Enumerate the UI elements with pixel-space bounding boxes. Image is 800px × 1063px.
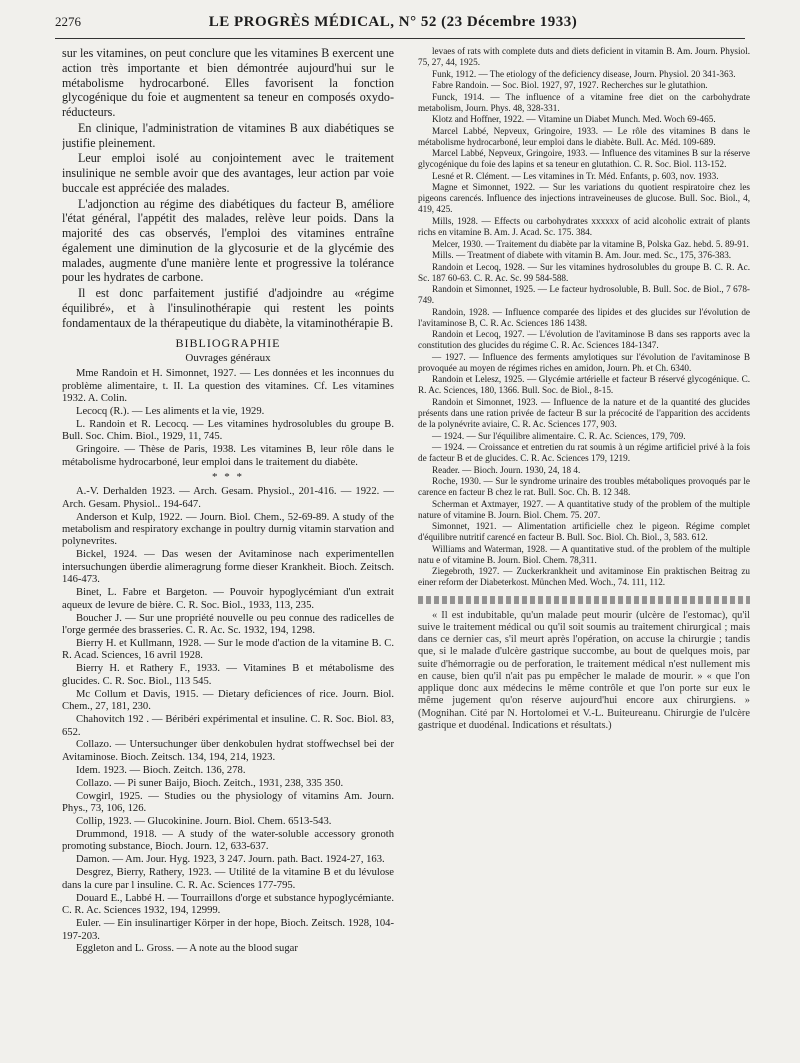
reference-entry: — 1924. — Croissance et entretien du rat soumis à un régime artificiel privé à la fois de facteur B et de glucides. C. R. Ac. Sciences 179, 1219. [418, 442, 750, 464]
reference-list-continued [418, 46, 750, 589]
reference-entry: Klotz and Hoffner, 1922. — Vitamine un Diabet Munch. Med. Woch 69-465. [432, 114, 716, 125]
reference-entry: Desgrez, Bierry, Rathery, 1923. — Utilité de la vitamine B et du lévulose dans la cure par l insuline. C. R. Ac. Sciences 177-795. [62, 867, 394, 891]
section-stars: * * * [212, 471, 244, 484]
reference-entry: Marcel Labbé, Nepveux, Gringoire, 1933. — Le rôle des vitamines B dans le métabolisme hydrocarboné, leur emploi dans le diabète. Bull. Ac. Méd. 109-689. [418, 125, 750, 147]
reference-entry: Roche, 1930. — Sur le syndrome urinaire des troubles métaboliques provoqués par le carence en facteur B chez le rat. Bull. Soc. Ch. B. 12 348. [418, 476, 750, 498]
reference-entry: Mills. — Treatment of diabete with vitamin B. Am. Jour. med. Sc., 175, 376-383. [432, 250, 732, 261]
reference-entry: Ziegebroth, 1927. — Zuckerkrankheit und avitaminose Ein praktischen Beitrag zu einer reform der Diabeterkost. München Med. Woch., 74. 111, 112. [418, 566, 750, 588]
reference-entry: Lecocq (R.). — Les aliments et la vie, 1929. [76, 406, 265, 418]
reference-entry: Boucher J. — Sur une propriété nouvelle ou peu connue des radicelles de l'orge germée des brasseries. C. R. Ac. Sc. 1932, 194, 1298. [62, 612, 394, 636]
journal-title: LE PROGRÈS MÉDICAL, N° 52 (23 Décembre 1933) [208, 14, 578, 30]
reference-entry: Binet, L. Fabre et Bargeton. — Pouvoir hypoglycémiant d'un extrait aqueux de levure de bière. C. R. Soc. Biol., 1933, 113, 235. [62, 587, 394, 611]
reference-entry: A.-V. Derhalden 1923. — Arch. Gesam. Physiol., 201-416. — 1922. — Arch. Gesam. Physiol.. 194-647. [62, 486, 394, 510]
reference-entry: Lesné et R. Clément. — Les vitamines in Tr. Méd. Enfants, p. 603, nov. 1933. [432, 170, 719, 181]
reference-entry: Randoin, 1928. — Influence comparée des lipides et des glucides sur l'évolution de l'avitaminose B, C. R. Ac. Sciences 186 1438. [418, 306, 750, 328]
reference-entry: Cowgirl, 1925. — Studies ou the physiology of vitamins Am. Journ. Phys., 73, 106, 126. [62, 790, 394, 815]
page-number: 2276 [55, 14, 81, 29]
reference-entry: Chahovitch 192 . — Béribéri expérimental et insuline. C. R. Soc. Biol. 83, 652. [62, 714, 394, 738]
reference-entry: Drummond, 1918. — A study of the water-soluble accessory gronoth promoting substance, Bioch. Journ. 12, 633-637. [62, 829, 394, 853]
reference-entry: Eggleton and L. Gross. — A note au the blood sugar [76, 943, 298, 955]
reference-list-general [62, 368, 394, 469]
reference-entry: Reader. — Bioch. Journ. 1930, 24, 18 4. [432, 464, 581, 475]
reference-entry: Randoin et Simonnet, 1923. — Influence de la nature et de la quantité des glucides présents dans une ration privée de facteur B sur la précocité de l'apparition des accidents de la polynévrite aviaire, C. R. Ac. Sciences 177, 903. [418, 396, 750, 430]
reference-entry: Mc Collum et Davis, 1915. — Dietary deficiences of rice. Journ. Biol. Chem., 27, 181, 230. [62, 688, 394, 713]
reference-entry: Bierry H. et Kullmann, 1928. — Sur le mode d'action de la vitamine B. C. R. Acad. Sciences, 16 avril 1928. [62, 637, 394, 662]
body-paragraph: sur les vitamines, on peut conclure que les vitamines B exercent une action très importante et bien démontrée aujourd'hui sur le métabolisme hydrocarboné. Elles favorisent la fonction glycogénique du foie et augmentent sa teneur en composés oxydo-réducteurs. [62, 46, 394, 119]
body-paragraph: L'adjonction au régime des diabétiques du facteur B, améliore l'état général, l'appétit des malades, relève leur poids. Dans la majorité des cas observés, l'emploi des vitamines entraîne également une diminution de la glycosurie et de la glycémie des malades, augmente d'une manière lente et progressive la tolérance pour les hydrates de carbone. [62, 196, 394, 285]
ornamental-divider [418, 596, 750, 604]
reference-entry: Collip, 1923. — Glucokinine. Journ. Biol. Chem. 6513-543. [76, 816, 332, 828]
reference-entry: Bierry H. et Rathery F., 1933. — Vitamines B et métabolisme des glucides. C. R. Soc. Biol., 113 545. [62, 663, 394, 687]
reference-entry: Mme Randoin et H. Simonnet, 1927. — Les données et les inconnues du problème alimentaire, t. II. La question des vitamines. Cf. Les vitamines 1932. A. Colin. [62, 368, 394, 405]
reference-entry: Randoin et Lelesz, 1925. — Glycémie artérielle et facteur B réservé glycogénique. C. R. Ac. Sciences, 180, 1366. Bull. Soc. de Biol., 8-15. [418, 374, 750, 396]
reference-entry: Randoin et Simonnet, 1925. — Le facteur hydrosoluble, B. Bull. Soc. de Biol., 7 678-749. [418, 284, 750, 306]
reference-entry: Collazo. — Pi suner Baijo, Bioch. Zeitch., 1931, 238, 335 350. [76, 777, 344, 789]
reference-entry: Douard E., Labbé H. — Tourraillons d'orge et substance hypoglycémiante. C. R. Ac. Sciences 1932, 194, 12999. [62, 892, 394, 917]
reference-entry: Fabre Randoin. — Soc. Biol. 1927, 97, 1927. Recherches sur le glutathion. [432, 80, 708, 91]
reference-entry: — 1927. — Influence des ferments amylotiques sur l'évolution de l'avitaminose B provoquée au moyen de régimes riches en amidon, Journ. Ph. et Ch. 6340. [418, 351, 750, 373]
left-column [62, 46, 394, 1051]
reference-entry: Simonnet, 1921. — Alimentation artificielle chez le pigeon. Régime complet d'équilibre nutritif carencé en facteur B. Bull. Soc. Biol. Ch. Biol., 3, 583. 612. [418, 521, 750, 543]
body-paragraph: Il est donc parfaitement justifié d'adjoindre au «régime équilibré», et à l'insulinothérapie qui restent les points fondamentaux de la thérapeutique du diabète, la vitaminothérapie B. [62, 286, 394, 330]
bibliography-heading: BIBLIOGRAPHIE [175, 336, 281, 351]
right-column [418, 46, 750, 1051]
reference-entry: Damon. — Am. Jour. Hyg. 1923, 3 247. Journ. path. Bact. 1924-27, 163. [76, 854, 385, 866]
reference-entry: Gringoire. — Thèse de Paris, 1938. Les vitamines B, leur rôle dans le métabolisme hydrocarboné, leur emploi dans le traitement du diabète. [62, 444, 394, 468]
reference-entry: Funk, 1912. — The etiology of the deficiency disease, Journ. Physiol. 20 341-363. [432, 68, 736, 79]
reference-entry: Funck, 1914. — The influence of a vitamine free diet on the carbohydrate metabolism, Journ. Phys. 48, 328-331. [418, 91, 750, 113]
reference-entry: Bickel, 1924. — Das wesen der Avitaminose nach experimentellen intersuchungen überdie alimeragrung forme dieser Krankheit. Bioch. Zeitsch. 146-473. [62, 549, 394, 586]
reference-entry: Euler. — Ein insulinartiger Körper in der hope, Bioch. Zeitsch. 1928, 104-197-203. [62, 918, 394, 942]
page-header [55, 14, 745, 39]
reference-entry: Scherman et Axtmayer, 1927. — A quantitative study of the problem of the multiple nature of vitamine B. Journ. Biol. Chem. 75. 207. [418, 498, 750, 520]
reference-entry: Randoin et Lecoq, 1927. — L'évolution de l'avitaminose B dans ses rapports avec la constitution des glucides du régime C. R. Ac. Sciences 184-1347. [418, 329, 750, 351]
reference-entry: Magne et Simonnet, 1922. — Sur les variations du quotient respiratoire chez les pigeons carencés. Influence des injections intraveineuses de glucose. Bull. Soc. Biol., 4, 419, 425. [418, 182, 750, 215]
body-paragraph: Leur emploi isolé au conjointement avec le traitement insulinique ne semble avoir que des avantages, leur action par voie buccale est appréciée des malades. [62, 151, 394, 195]
reference-entry: Williams and Waterman, 1928. — A quantitative stud. of the problem of the multiple natu e of vitamine B. Journ. Biol. Chem. 78,311. [418, 543, 750, 565]
reference-entry: Randoin et Lecoq, 1928. — Sur les vitamines hydrosolubles du groupe B. C. R. Ac. Sc. 187 60-63. C. R. Ac. Sc. 99 584-588. [418, 261, 750, 283]
reference-entry: — 1924. — Sur l'équilibre alimentaire. C. R. Ac. Sciences, 179, 709. [432, 430, 686, 441]
bibliography-subheading: Ouvrages généraux [185, 352, 271, 365]
reference-entry: Idem. 1923. — Bioch. Zeitch. 136, 278. [76, 764, 246, 776]
quotation-note: « Il est indubitable, qu'un malade peut mourir (ulcère de l'estomac), qu'il suive le traitement médical ou qu'il soit soumis au traitement chirurgical ; mais dans ce dernier cas, s'il meurt après l'opération, on accuse la chirurgie ; tandis que, si le malade d'ulcère gastrique succombe, au bout de quelques mois, par suite d'hémorragie ou de perforation, le traitement médical n'est nullement mis en cause, bien qu'il n'ait pas pu empêcher le malade de mourir. » « que l'on applique donc aux médecins le même contrôle et que l'on porte sur eux le même jugement qu'on réserve aujourd'hui encore aux chirurgiens. » (Mognihan. Cité par N. Hortolomei et V.-L. Buiteureanu. Chirurgie de l'ulcère gastrique et duodénal. Indications et résultats.) [418, 609, 750, 731]
reference-entry: levaes of rats with complete duts and diets deficient in vitamin B. Am. Journ. Physiol. 75, 27, 44, 1925. [418, 46, 750, 68]
reference-entry: Collazo. — Untersuchunger über denkobulen hydrat stoffwechsel bei der Avitaminose. Bioch. Zeitsch. 134, 194, 214, 1923. [62, 739, 394, 763]
reference-entry: Mills, 1928. — Effects ou carbohydrates xxxxxx of acid alcoholic extrait of plants richs en vitamine B. Am. J. Acad. Sc. 175. 384. [418, 215, 750, 237]
reference-entry: Melcer, 1930. — Traitement du diabète par la vitamine B, Polska Gaz. hebd. 5. 89-91. [432, 238, 749, 249]
body-paragraph: En clinique, l'administration de vitamines B aux diabétiques se justifie pleinement. [62, 120, 394, 150]
reference-entry: L. Randoin et R. Lecocq. — Les vitamines hydrosolubles du groupe B. Bull. Soc. Chim. Biol., 1929, 11, 745. [62, 419, 394, 443]
reference-entry: Anderson et Kulp, 1922. — Journ. Biol. Chem., 52-69-89. A study of the metabolism and respiratory exchange in poultry durnig vitamin starvation and polynevrites. [62, 511, 394, 548]
reference-entry: Marcel Labbé, Nepveux, Gringoire, 1933. — Influence des vitamines B sur la réserve glycogénique du foie des lapins et sa teneur en glutathion. C. R. Soc. Biol. 113-152. [418, 148, 750, 170]
reference-list-articles [62, 486, 394, 956]
